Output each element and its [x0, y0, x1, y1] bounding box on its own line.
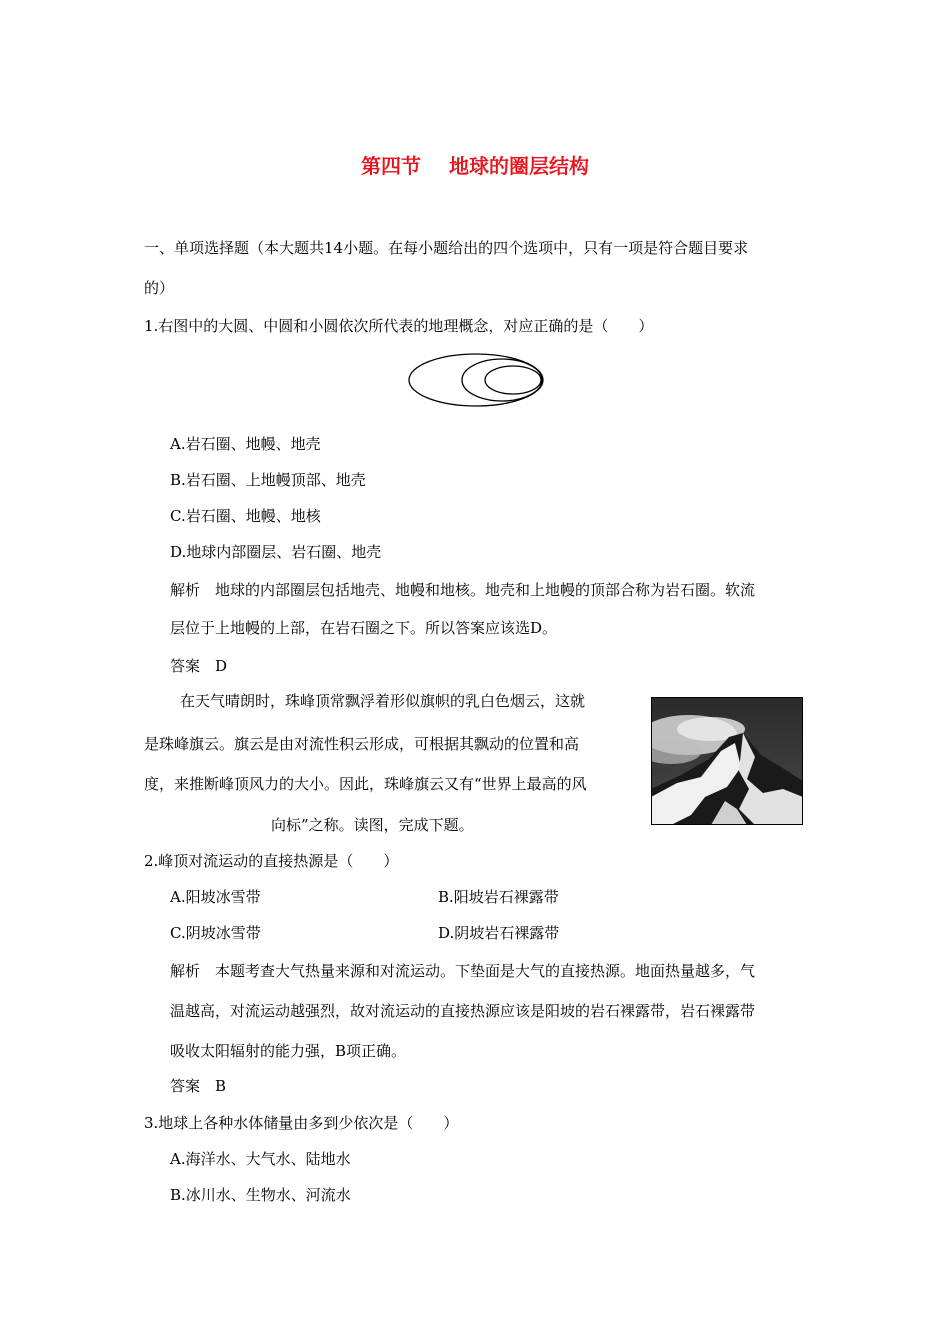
q3-stem: 3.地球上各种水体储量由多到少依次是（ ）	[144, 1114, 459, 1132]
q2-option-d: D.阴坡岩石裸露带	[438, 924, 560, 942]
q2-analysis-line1: 解析 本题考查大气热量来源和对流运动。下垫面是大气的直接热源。地面热量越多，气	[170, 962, 756, 980]
q2-option-b: B.阳坡岩石裸露带	[438, 888, 559, 906]
passage-line3: 度，来推断峰顶风力的大小。因此，珠峰旗云又有“世界上最高的风	[144, 775, 587, 793]
section-header-line2: 的）	[144, 279, 175, 297]
q2-stem: 2.峰顶对流运动的直接热源是（ ）	[144, 852, 399, 870]
q3-option-b: B.冰川水、生物水、河流水	[170, 1186, 351, 1204]
section-number: 第四节	[361, 154, 421, 178]
nested-circles-diagram	[406, 352, 546, 408]
q1-answer: 答案 D	[170, 657, 228, 675]
page-title	[0, 150, 950, 179]
q2-answer: 答案 B	[170, 1077, 227, 1095]
small-circle	[485, 366, 541, 394]
section-name: 地球的圈层结构	[449, 154, 589, 178]
q1-option-d: D.地球内部圈层、岩石圈、地壳	[170, 543, 382, 561]
q1-option-b: B.岩石圈、上地幔顶部、地壳	[170, 471, 366, 489]
q1-analysis-line2: 层位于上地幔的上部，在岩石圈之下。所以答案应该选D。	[170, 619, 558, 637]
passage-line4: 向标”之称。读图，完成下题。	[271, 816, 474, 834]
section-header-line1: 一、单项选择题（本大题共14小题。在每小题给出的四个选项中，只有一项是符合题目要求	[144, 239, 749, 257]
q2-option-a: A.阳坡冰雪带	[170, 888, 261, 906]
q2-option-c: C.阴坡冰雪带	[170, 924, 261, 942]
everest-banner-cloud-photo	[651, 697, 803, 825]
q2-analysis-line3: 吸收太阳辐射的能力强，B项正确。	[170, 1042, 407, 1060]
q1-analysis-line1: 解析 地球的内部圈层包括地壳、地幔和地核。地壳和上地幔的顶部合称为岩石圈。软流	[170, 581, 756, 599]
q3-option-a: A.海洋水、大气水、陆地水	[170, 1150, 351, 1168]
q2-analysis-line2: 温越高，对流运动越强烈，故对流运动的直接热源应该是阳坡的岩石裸露带，岩石裸露带	[170, 1002, 756, 1020]
q1-option-c: C.岩石圈、地幔、地核	[170, 507, 321, 525]
passage-line2: 是珠峰旗云。旗云是由对流性积云形成，可根据其飘动的位置和高	[144, 735, 580, 753]
medium-circle	[462, 359, 542, 401]
q1-stem: 1.右图中的大圆、中圆和小圆依次所代表的地理概念，对应正确的是（ ）	[144, 317, 654, 335]
q1-option-a: A.岩石圈、地幔、地壳	[170, 435, 321, 453]
passage-line1: 在天气晴朗时，珠峰顶常飘浮着形似旗帜的乳白色烟云，这就	[180, 692, 586, 710]
